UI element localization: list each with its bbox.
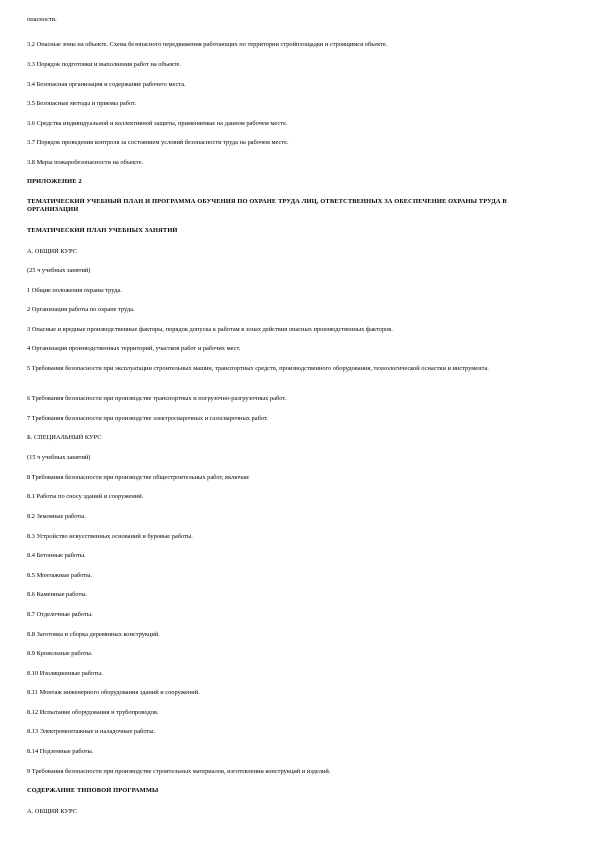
section-heading: ТЕМАТИЧЕСКИЙ ПЛАН УЧЕБНЫХ ЗАНЯТИЙ (27, 227, 178, 234)
text-line: 8.7 Отделочные работы. (27, 611, 93, 618)
section-heading: СОДЕРЖАНИЕ ТИПОВОЙ ПРОГРАММЫ (27, 787, 159, 794)
text-line: 5 Требования безопасности при эксплуатации строительных машин, транспортных средств, производственного оборудования, технологической оснастки и инструмента. (27, 365, 489, 372)
text-line: 8.9 Кровельные работы. (27, 650, 93, 657)
text-line: 8.2 Земляные работы. (27, 513, 87, 520)
text-line: 8.8 Заготовка и сборка деревянных конструкций. (27, 631, 160, 638)
text-line: 3.6 Средства индивидуальной и коллективной защиты, применяемые на данном рабочем месте. (27, 120, 288, 127)
course-heading: А. ОБЩИЙ КУРС (27, 808, 77, 815)
text-line: 8.5 Монтажные работы. (27, 572, 93, 579)
text-line: 3.7 Порядок проведения контроля за состоянием условий безопасности труда на рабочем месте. (27, 139, 289, 146)
section-heading: ТЕМАТИЧЕСКИЙ УЧЕБНЫЙ ПЛАН И ПРОГРАММА ОБУЧЕНИЯ ПО ОХРАНЕ ТРУДА ЛИЦ, ОТВЕТСТВЕННЫХ ЗА ОБЕСПЕЧЕНИЕ ОХРАНЫ ТРУДА В ОРГАНИЗАЦИИ (27, 198, 507, 213)
text-line: 3.2 Опасные зоны на объекте. Схема безопасного передвижения работающих по территории стройплощадки и строящимся объекте. (27, 41, 388, 48)
text-line: 4 Организация производственных территорий, участков работ и рабочих мест. (27, 345, 241, 352)
text-line: 7 Требования безопасности при производстве электросварочных и газосварочных работ. (27, 415, 268, 422)
text-line: 8.6 Каменные работы. (27, 591, 88, 598)
text-line: 8.10 Изоляционные работы. (27, 670, 103, 677)
text-line: 6 Требования безопасности при производстве транспортных и погрузочно-разгрузочных работ. (27, 395, 287, 402)
text-line: 1 Общие положения охраны труда. (27, 287, 122, 294)
text-line: 3.8 Меры пожаробезопасности на объекте. (27, 159, 144, 166)
course-heading: А. ОБЩИЙ КУРС (27, 248, 77, 255)
text-line: 2 Организация работы по охране труда. (27, 306, 135, 313)
text-line: 3.3 Порядок подготовки и выполнения работ на объекте. (27, 61, 181, 68)
appendix-heading: ПРИЛОЖЕНИЕ 2 (27, 178, 82, 185)
text-line: 8.11 Монтаж инженерного оборудования зданий и сооружений. (27, 689, 200, 696)
text-line: 3.4 Безопасная организация и содержание рабочего места. (27, 81, 186, 88)
text-line: 8.1 Работы по сносу зданий и сооружений. (27, 493, 144, 500)
text-line: 3 Опасные и вредные производственные факторы, порядок допуска к работам в зонах действия опасных производственных факторов. (27, 326, 393, 333)
text-line: 8.4 Бетонные работы. (27, 552, 86, 559)
text-line: 8.14 Подземные работы. (27, 748, 94, 755)
text-line: (15 ч учебных занятий) (27, 454, 91, 461)
text-line: 8.3 Устройство искусственных оснований и буровые работы. (27, 533, 193, 540)
text-line: (25 ч учебных занятий) (27, 267, 91, 274)
text-line: 8.12 Испытание оборудования и трубопроводов. (27, 709, 159, 716)
text-line: 3.5 Безопасные методы и приемы работ. (27, 100, 136, 107)
text-line: 8 Требования безопасности при производстве общестроительных работ, включая: (27, 474, 250, 481)
text-line: опасности. (27, 16, 57, 23)
text-line: 9 Требования безопасности при производстве строительных материалов, изготовлении конструкций и изделий. (27, 768, 331, 775)
text-line: 8.13 Электромонтажные и наладочные работы. (27, 728, 156, 735)
course-heading: Б. СПЕЦИАЛЬНЫЙ КУРС (27, 434, 102, 441)
